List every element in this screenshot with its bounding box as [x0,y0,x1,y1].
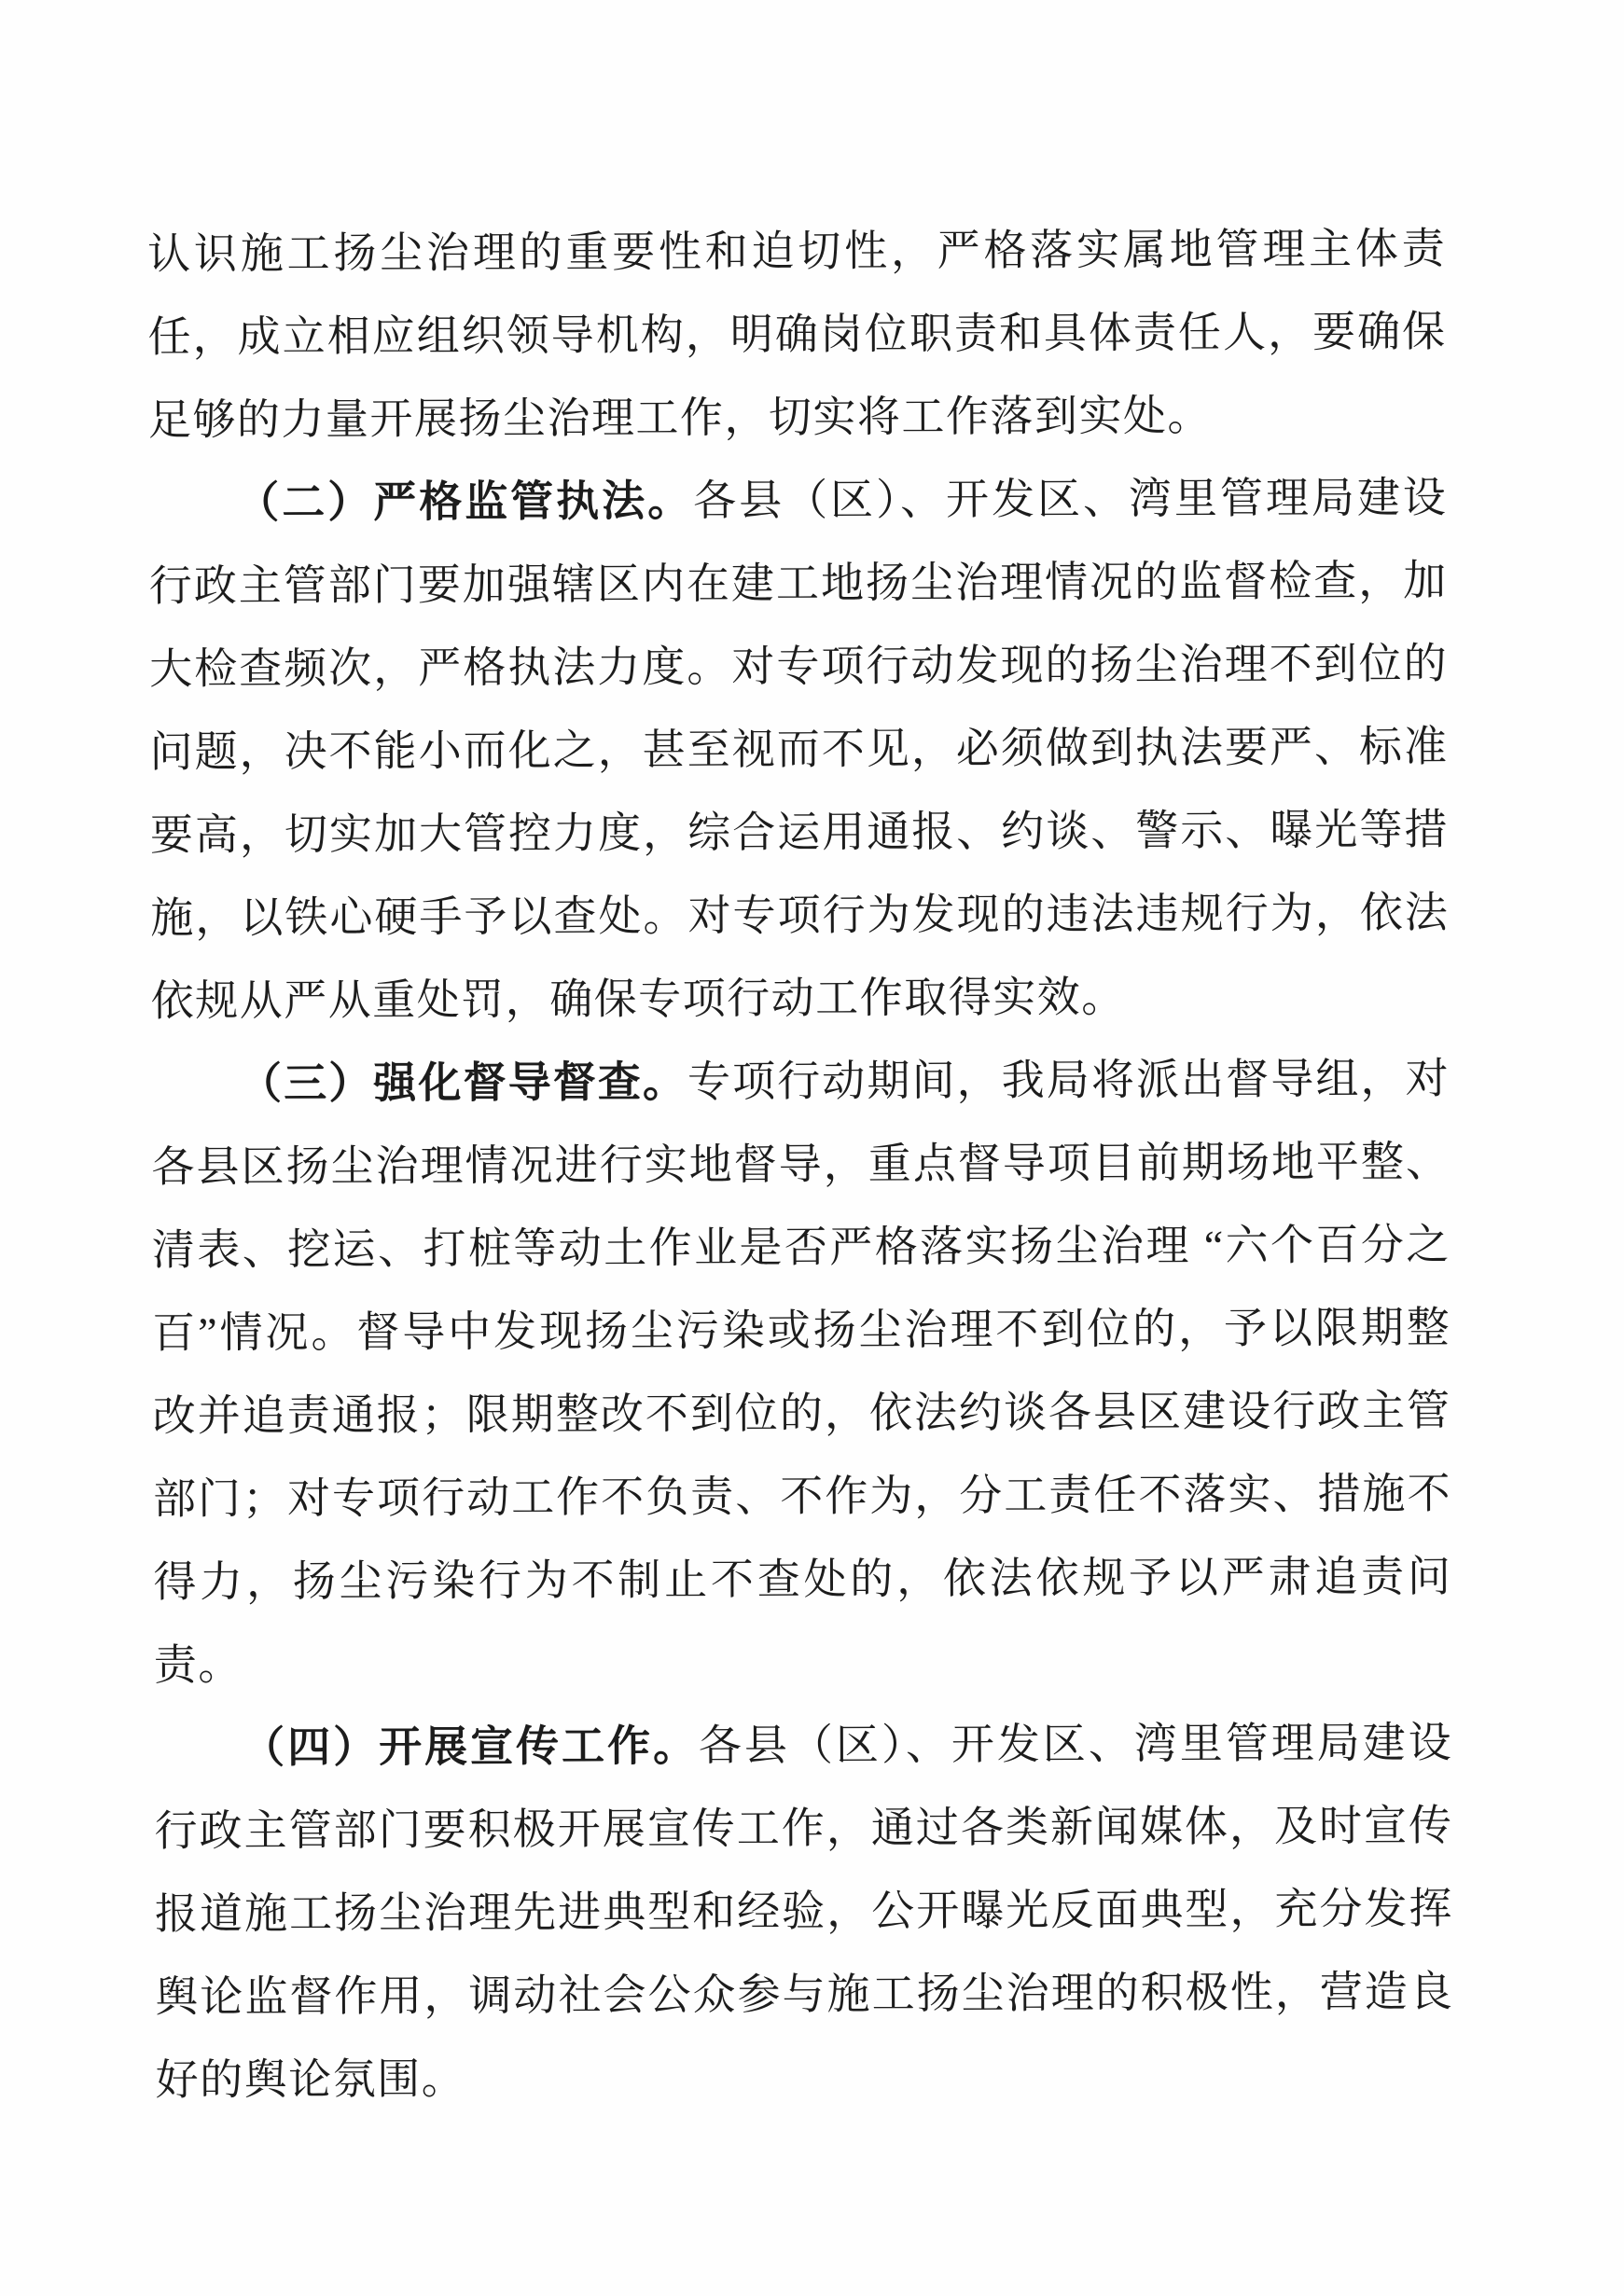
paragraph-lead: （四）开展宣传工作。 [242,1722,700,1772]
paragraph-lead: （二）严格监管执法。 [236,477,694,527]
paragraph [151,1037,1452,1707]
paragraph [147,207,1447,462]
paragraph-text: 认识施工扬尘治理的重要性和迫切性，严格落实属地管理主体责任，成立相应组织领导机构，明确岗位职责和具体责任人，要确保足够的力量开展扬尘治理工作，切实将工作落到实处。 [147,224,1447,444]
paragraph [148,456,1450,1043]
paragraph-text: 各县（区）、开发区、湾里管理局建设行政主管部门要加强辖区内在建工地扬尘治理情况的监督检查，加大检查频次，严格执法力度。对专项行动发现的扬尘治理不到位的问题，决不能小而化之，甚至视而不见，必须做到执法要严、标准要高，切实加大管控力度，综合运用通报、约谈、警示、曝光等措施，以铁心硬手予以查处。对专项行为发现的违法违规行为，依法依规从严从重处罚，确保专项行动工作取得实效。 [148,473,1450,1025]
paragraph [154,1701,1454,2122]
document-body [147,207,1454,2122]
paragraph-text: 专项行动期间，我局将派出督导组，对各县区扬尘治理情况进行实地督导，重点督导项目前期场地平整、清表、挖运、打桩等动土作业是否严格落实扬尘治理 “六个百分之百”情况。督导中发现扬尘污染或扬尘治理不到位的，予以限期整改并追责通报；限期整改不到位的，依法约谈各县区建设行政主管部门；对专项行动工作不负责、不作为，分工责任不落实、措施不得力，扬尘污染行为不制止不查处的，依法依规予以严肃追责问责。 [151,1054,1452,1689]
paragraph-lead: （三）强化督导督查。 [238,1058,688,1108]
paragraph-text: 各县（区）、开发区、湾里管理局建设行政主管部门要积极开展宣传工作，通过各类新闻媒体，及时宣传报道施工扬尘治理先进典型和经验，公开曝光反面典型，充分发挥舆论监督作用，调动社会公众参与施工扬尘治理的积极性，营造良好的舆论氛围。 [154,1718,1454,2104]
